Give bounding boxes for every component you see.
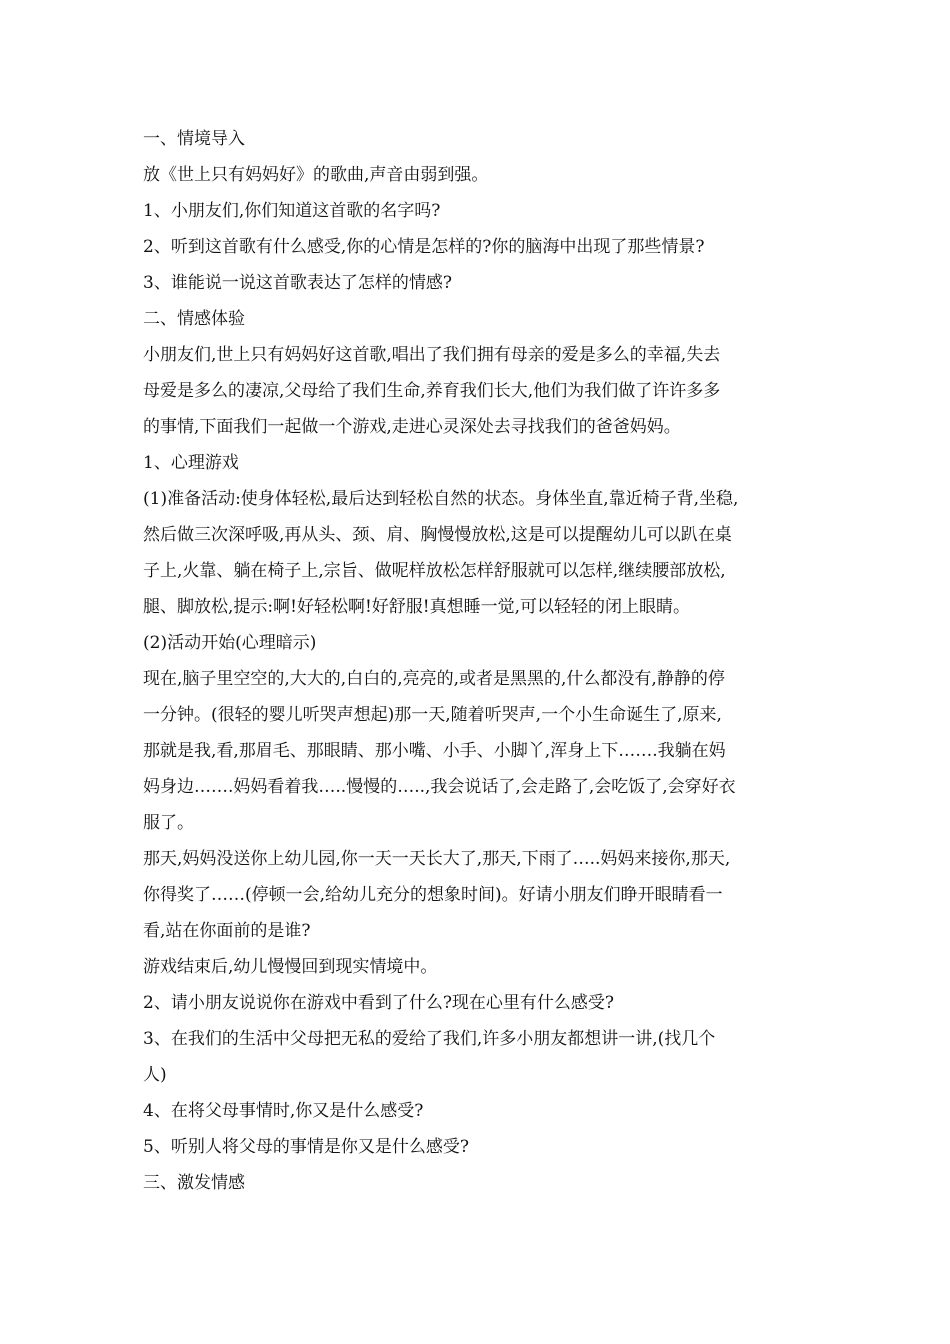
text-line: 3、在我们的生活中父母把无私的爱给了我们,许多小朋友都想讲一讲,(找几个 bbox=[143, 1029, 716, 1049]
text-line: 1、小朋友们,你们知道这首歌的名字吗? bbox=[143, 201, 441, 221]
text-line: (2)活动开始(心理暗示) bbox=[143, 633, 317, 653]
text-line: 妈身边…….妈妈看着我…..慢慢的…..,我会说话了,会走路了,会吃饭了,会穿好衣 bbox=[143, 777, 736, 797]
text-line: 腿、脚放松,提示:啊!好轻松啊!好舒服!真想睡一觉,可以轻轻的闭上眼睛。 bbox=[143, 597, 691, 617]
text-line: 服了。 bbox=[143, 813, 194, 833]
heading-subsection: 1、心理游戏 bbox=[143, 453, 239, 473]
text-line: 小朋友们,世上只有妈妈好这首歌,唱出了我们拥有母亲的爱是多么的幸福,失去 bbox=[143, 345, 721, 365]
text-line: 2、听到这首歌有什么感受,你的心情是怎样的?你的脑海中出现了那些情景? bbox=[143, 237, 705, 257]
text-line: 现在,脑子里空空的,大大的,白白的,亮亮的,或者是黑黑的,什么都没有,静静的停 bbox=[143, 669, 725, 689]
text-line: 你得奖了……(停顿一会,给幼儿充分的想象时间)。好请小朋友们睁开眼睛看一 bbox=[143, 885, 723, 905]
text-line: 5、听别人将父母的事情是你又是什么感受? bbox=[143, 1137, 469, 1157]
heading-section-2: 二、情感体验 bbox=[143, 309, 245, 329]
text-line: 2、请小朋友说说你在游戏中看到了什么?现在心里有什么感受? bbox=[143, 993, 615, 1013]
text-line: 那就是我,看,那眉毛、那眼睛、那小嘴、小手、小脚丫,浑身上下…….我躺在妈 bbox=[143, 741, 726, 761]
text-line: 然后做三次深呼吸,再从头、颈、肩、胸慢慢放松,这是可以提醒幼儿可以趴在桌 bbox=[143, 525, 732, 545]
text-line: 人) bbox=[143, 1065, 167, 1085]
text-line: 放《世上只有妈妈好》的歌曲,声音由弱到强。 bbox=[143, 165, 489, 185]
document-page bbox=[143, 121, 808, 1201]
text-line: 4、在将父母事情时,你又是什么感受? bbox=[143, 1101, 424, 1121]
heading-section-3: 三、激发情感 bbox=[143, 1173, 245, 1193]
text-line: 3、谁能说一说这首歌表达了怎样的情感? bbox=[143, 273, 452, 293]
text-line: (1)准备活动:使身体轻松,最后达到轻松自然的状态。身体坐直,靠近椅子背,坐稳, bbox=[143, 489, 739, 509]
text-line: 看,站在你面前的是谁? bbox=[143, 921, 311, 941]
text-line: 那天,妈妈没送你上幼儿园,你一天一天长大了,那天,下雨了…..妈妈来接你,那天, bbox=[143, 849, 731, 869]
text-line: 一分钟。(很轻的婴儿听哭声想起)那一天,随着听哭声,一个小生命诞生了,原来, bbox=[143, 705, 722, 725]
heading-section-1: 一、情境导入 bbox=[143, 129, 245, 149]
text-line: 游戏结束后,幼儿慢慢回到现实情境中。 bbox=[143, 957, 438, 977]
text-line: 的事情,下面我们一起做一个游戏,走进心灵深处去寻找我们的爸爸妈妈。 bbox=[143, 417, 681, 437]
text-line: 子上,火靠、躺在椅子上,宗旨、做呢样放松怎样舒服就可以怎样,继续腰部放松, bbox=[143, 561, 726, 581]
text-line: 母爱是多么的凄凉,父母给了我们生命,养育我们长大,他们为我们做了许许多多 bbox=[143, 381, 721, 401]
